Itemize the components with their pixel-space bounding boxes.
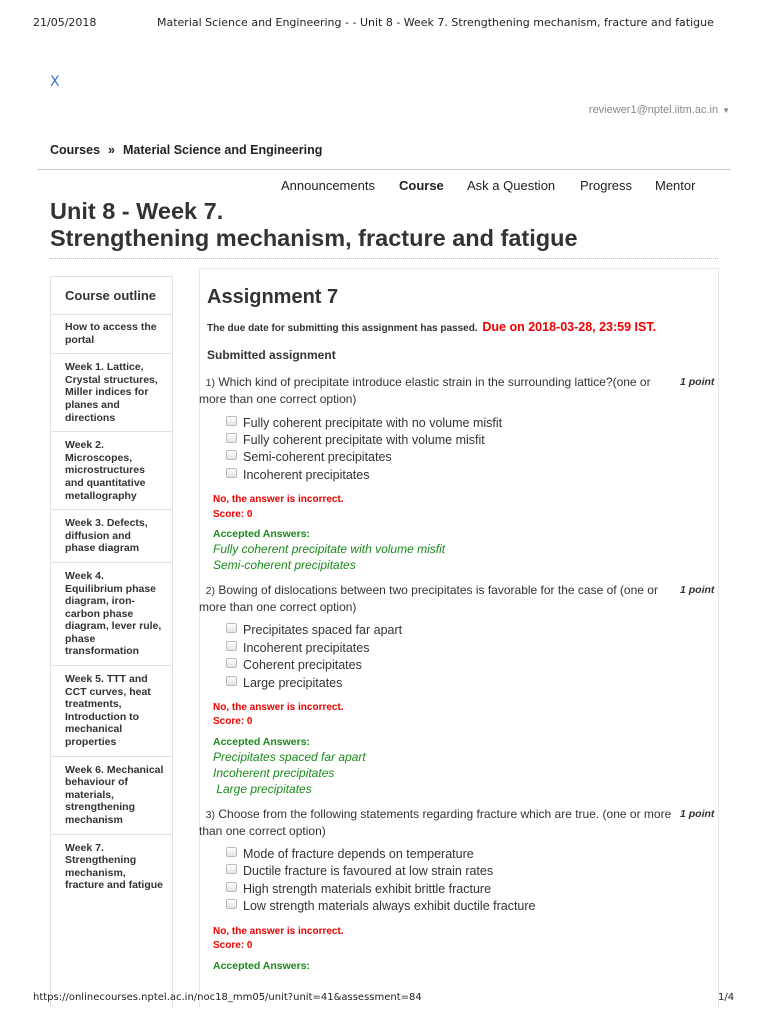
question-3-accepted-label: Accepted Answers: xyxy=(213,960,311,972)
question-2-points: 1 point xyxy=(680,584,715,596)
question-3-option-1[interactable] xyxy=(226,847,474,863)
question-1-accepted-2: Semi-coherent precipitates xyxy=(213,558,356,572)
question-2-accepted-label: Accepted Answers: xyxy=(213,736,311,748)
due-note-text: The due date for submitting this assignment has passed. xyxy=(207,323,478,334)
question-1-accepted-label: Accepted Answers: xyxy=(213,528,311,540)
checkbox[interactable] xyxy=(226,416,237,426)
question-3-option-3[interactable] xyxy=(226,882,491,898)
question-2-option-3[interactable] xyxy=(226,658,362,674)
question-3-score: Score: 0 xyxy=(213,940,253,951)
option-label: Large precipitates xyxy=(243,676,343,690)
nav-progress[interactable]: Progress xyxy=(580,178,633,193)
question-1-option-3[interactable] xyxy=(226,450,392,466)
divider xyxy=(37,169,731,170)
question-1-option-2[interactable] xyxy=(226,433,485,449)
print-url: https://onlinecourses.nptel.ac.in/noc18_mm05/unit?unit=41&assessment=84 xyxy=(33,992,422,1003)
question-number: 2) xyxy=(205,585,216,597)
course-nav xyxy=(0,178,768,198)
nav-announcements[interactable]: Announcements xyxy=(281,178,375,193)
nav-mentor[interactable]: Mentor xyxy=(655,178,696,193)
question-3-option-4[interactable] xyxy=(226,899,536,915)
question-1-option-4[interactable] xyxy=(226,468,369,484)
user-menu[interactable] xyxy=(589,104,730,116)
question-2-option-4[interactable] xyxy=(226,676,342,692)
option-label: Semi-coherent precipitates xyxy=(243,450,392,464)
sidebar-item-how-to-access[interactable]: How to access the portal xyxy=(51,315,172,354)
print-date: 21/05/2018 xyxy=(33,16,97,29)
nav-course[interactable]: Course xyxy=(399,178,444,193)
question-2-result: No, the answer is incorrect. xyxy=(213,702,344,713)
option-label: Fully coherent precipitate with volume misfit xyxy=(243,433,485,447)
sidebar-item-week-3[interactable]: Week 3. Defects, diffusion and phase diagram xyxy=(51,510,172,563)
question-1-option-1[interactable] xyxy=(226,416,502,432)
checkbox[interactable] xyxy=(226,882,237,892)
checkbox[interactable] xyxy=(226,864,237,874)
question-3-result: No, the answer is incorrect. xyxy=(213,926,344,937)
option-label: Coherent precipitates xyxy=(243,658,362,672)
course-outline-sidebar xyxy=(50,276,173,1007)
sidebar-item-week-6[interactable]: Week 6. Mechanical behaviour of materials, strengthening mechanism xyxy=(51,757,172,835)
question-2-accepted-1: Precipitates spaced far apart xyxy=(213,750,366,764)
question-2-option-2[interactable] xyxy=(226,641,369,657)
print-page-number: 1/4 xyxy=(718,992,735,1003)
question-3-option-2[interactable] xyxy=(226,864,493,880)
question-1-points: 1 point xyxy=(680,376,715,388)
option-label: Mode of fracture depends on temperature xyxy=(243,847,474,861)
checkbox[interactable] xyxy=(226,450,237,460)
question-text: Bowing of dislocations between two precipitates is favorable for the case of (one or more than one correct option) xyxy=(199,583,658,614)
question-2-accepted-2: Incoherent precipitates xyxy=(213,766,335,780)
question-1-accepted-1: Fully coherent precipitate with volume misfit xyxy=(213,542,446,556)
question-1-text xyxy=(199,374,679,407)
breadcrumb-course[interactable]: Material Science and Engineering xyxy=(122,143,323,157)
question-2-text xyxy=(199,582,679,615)
checkbox[interactable] xyxy=(226,433,237,443)
submitted-label: Submitted assignment xyxy=(207,348,336,362)
question-3-text xyxy=(199,806,679,839)
checkbox[interactable] xyxy=(226,847,237,857)
option-label: Incoherent precipitates xyxy=(243,641,370,655)
checkbox[interactable] xyxy=(226,641,237,651)
breadcrumb xyxy=(50,143,322,157)
option-label: Precipitates spaced far apart xyxy=(243,623,403,637)
title-divider xyxy=(50,258,718,259)
question-2-option-1[interactable] xyxy=(226,623,402,639)
checkbox[interactable] xyxy=(226,623,237,633)
chevron-down-icon: ▼ xyxy=(722,106,730,115)
sidebar-item-week-2[interactable]: Week 2. Microscopes, microstructures and quantitative metallography xyxy=(51,432,172,510)
option-label: Ductile fracture is favoured at low strain rates xyxy=(243,864,494,878)
question-1-result: No, the answer is incorrect. xyxy=(213,494,344,505)
breadcrumb-separator: » xyxy=(108,143,115,157)
question-2-score: Score: 0 xyxy=(213,716,253,727)
page-title-line2: Strengthening mechanism, fracture and fatigue xyxy=(50,225,578,251)
option-label: Fully coherent precipitate with no volume misfit xyxy=(243,416,503,430)
close-icon[interactable]: X xyxy=(50,74,60,90)
question-text: Which kind of precipitate introduce elastic strain in the surrounding lattice?(one or more than one correct option) xyxy=(199,375,651,406)
question-1-score: Score: 0 xyxy=(213,509,253,520)
question-number: 1) xyxy=(205,377,216,389)
print-doc-title: Material Science and Engineering - - Unit 8 - Week 7. Strengthening mechanism, fracture and fatigue xyxy=(157,16,714,29)
checkbox[interactable] xyxy=(226,676,237,686)
due-notice xyxy=(207,320,656,334)
checkbox[interactable] xyxy=(226,899,237,909)
sidebar-item-week-5[interactable]: Week 5. TTT and CCT curves, heat treatments, Introduction to mechanical properties xyxy=(51,666,172,757)
sidebar-item-week-4[interactable]: Week 4. Equilibrium phase diagram, iron-carbon phase diagram, lever rule, phase transformation xyxy=(51,563,172,666)
checkbox[interactable] xyxy=(226,468,237,478)
user-email: reviewer1@nptel.iitm.ac.in xyxy=(588,104,719,116)
sidebar-item-week-7[interactable]: Week 7. Strengthening mechanism, fracture and fatigue xyxy=(65,841,164,892)
nptel-logo: NPTEL xyxy=(42,100,117,125)
question-number: 3) xyxy=(205,809,216,821)
question-3-points: 1 point xyxy=(680,808,715,820)
checkbox[interactable] xyxy=(226,658,237,668)
option-label: Incoherent precipitates xyxy=(243,468,370,482)
breadcrumb-courses[interactable]: Courses xyxy=(50,143,101,157)
sidebar-item-week-1[interactable]: Week 1. Lattice, Crystal structures, Miller indices for planes and directions xyxy=(51,354,172,432)
question-text: Choose from the following statements regarding fracture which are true. (one or more than one correct option) xyxy=(199,807,672,838)
page-title xyxy=(50,198,578,252)
assignment-title: Assignment 7 xyxy=(207,286,339,308)
course-outline-heading: Course outline xyxy=(51,277,172,315)
question-2-accepted-3: Large precipitates xyxy=(213,782,312,796)
option-label: High strength materials exhibit brittle fracture xyxy=(243,882,492,896)
page-title-line1: Unit 8 - Week 7. xyxy=(50,198,224,224)
option-label: Low strength materials always exhibit ductile fracture xyxy=(243,899,536,913)
nav-ask-question[interactable]: Ask a Question xyxy=(467,178,556,193)
due-date: Due on 2018-03-28, 23:59 IST. xyxy=(482,320,657,334)
